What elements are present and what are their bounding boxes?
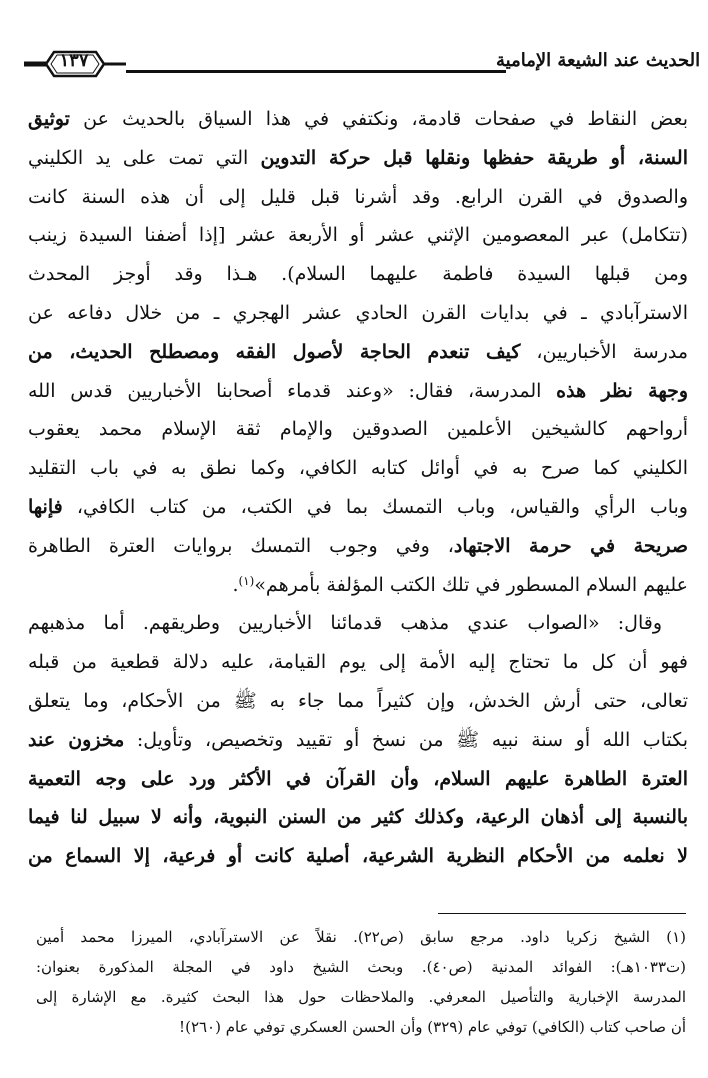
footnote-line: أن صاحب كتاب (الكافي) توفي عام (٣٢٩) وأن الحسن العسكري توفي عام (٢٦٠)! bbox=[179, 1018, 686, 1036]
text-line: وقال: «الصواب عندي مذهب قدمائنا الأخباريين وطريقهم. أما مذهبهم bbox=[28, 612, 662, 635]
running-header bbox=[22, 44, 701, 84]
text-line: مدرسة الأخباريين، كيف تنعدم الحاجة لأصول الفقه ومصطلح الحديث، من bbox=[28, 340, 688, 363]
text-line: العترة الطاهرة عليهم السلام، وأن القرآن في الأكثر ورد على وجه التعمية bbox=[28, 767, 688, 790]
footnote-line: المدرسة الإخبارية والتأصيل المعرفي. والملاحظات حول هذا البحث كثيرة. مع الإشارة إلى bbox=[36, 988, 686, 1006]
text-line: بكتاب الله أو سنة نبيه ﷺ من نسخ أو تقييد وتخصيص، وتأويل: مخزون عند bbox=[28, 728, 688, 751]
running-title: الحديث عند الشيعة الإمامية bbox=[496, 50, 701, 71]
text-line: بعض النقاط في صفحات قادمة، ونكتفي في هذا السياق بالحديث عن توثيق bbox=[28, 108, 688, 130]
page-number: ١٣٧ bbox=[59, 50, 89, 71]
footnote-marker: (١) bbox=[238, 573, 255, 588]
header-rule bbox=[126, 70, 506, 73]
text-line: والصدوق في القرن الرابع. وقد أشرنا قبل قليل إلى أن هذه السنة كانت bbox=[28, 185, 688, 208]
text-line: عليهم السلام المسطور في تلك الكتب المؤلفة بأمرهم»$^{(١)}$. bbox=[232, 573, 688, 596]
footnote-separator bbox=[438, 913, 686, 914]
footnote-line: (١) الشيخ زكريا داود. مرجع سابق (ص٢٢). نقلاً عن الاسترآبادي، الميرزا محمد أمين bbox=[36, 928, 686, 946]
footnote-line: (ت١٠٣٣هـ): الفوائد المدنية (ص٤٠). وبحث الشيخ داود في المجلة المذكورة بعنوان: bbox=[36, 958, 686, 976]
text-line: لا نعلمه من الأحكام النظرية الشرعية، أصلية كانت أو فرعية، إلا السماع من bbox=[28, 845, 688, 868]
text-line: وجهة نظر هذه المدرسة، فقال: «وعند قدماء أصحابنا الأخباريين قدس الله bbox=[28, 379, 688, 402]
text-line: وباب الرأي والقياس، وباب التمسك بما في الكتب، من كتاب الكافي، فإنها bbox=[28, 495, 688, 518]
main-text bbox=[28, 100, 688, 876]
footnotes bbox=[36, 922, 686, 1042]
text-line: تعالى، حتى أرش الخدش، وإن كثيراً مما جاء به ﷺ من الأحكام، وما يتعلق bbox=[28, 689, 688, 712]
text-line: فهو أن كل ما تحتاج إليه الأمة إلى يوم القيامة، عليه دلالة قطعية من قبله bbox=[28, 651, 688, 674]
text-line: السنة، أو طريقة حفظها ونقلها قبل حركة التدوين التي تمت على يد الكليني bbox=[28, 146, 688, 169]
text-line: صريحة في حرمة الاجتهاد، وفي وجوب التمسك بروايات العترة الطاهرة bbox=[28, 534, 688, 557]
text-line: الكليني كما صرح به في أوائل كتابه الكافي، وكما نطق به في باب التقليد bbox=[28, 457, 688, 480]
text-line: أرواحهم كالشيخين الأعلمين الصدوقين والإمام ثقة الإسلام محمد يعقوب bbox=[28, 418, 688, 441]
text-line: الاسترآبادي ـ في بدايات القرن الحادي عشر الهجري ـ من خلال دفاعه عن bbox=[28, 301, 688, 324]
text-line: بالنسبة إلى أذهان الرعية، وكذلك كثير من السنن النبوية، وأنه لا سبيل لنا فيما bbox=[28, 806, 688, 829]
text-line: (تتكامل) عبر المعصومين الإثني عشر أو الأربعة عشر [إذا أضفنا السيدة زينب bbox=[28, 224, 688, 247]
text-line: ومن قبلها السيدة فاطمة عليهما السلام). هـذا وقد أوجز المحدث bbox=[28, 263, 688, 286]
